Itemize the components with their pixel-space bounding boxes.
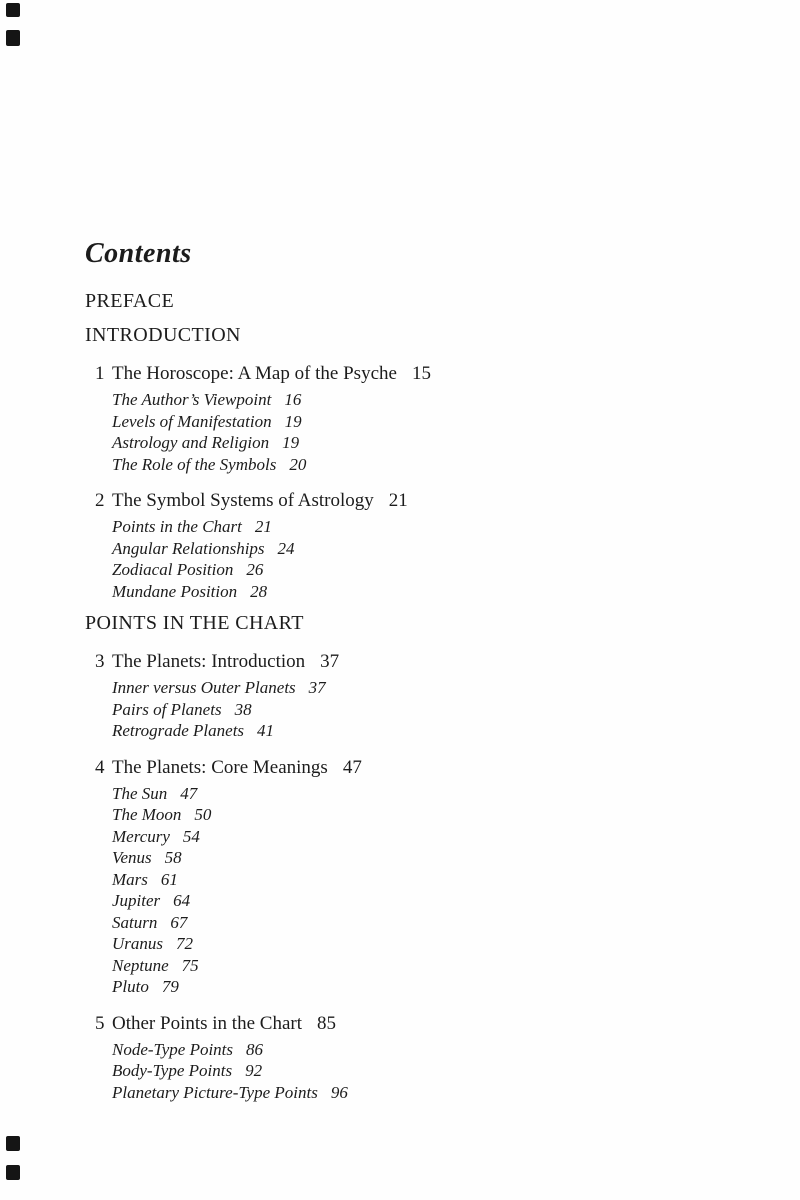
sub-title: Mars (112, 869, 148, 889)
toc-chapter-entry (85, 755, 725, 780)
chapter-number: 3 (95, 651, 105, 672)
scan-mark-icon (6, 1165, 20, 1180)
toc-section-heading: INTRODUCTION (85, 324, 241, 346)
sub-title: Jupiter (112, 891, 161, 910)
sub-page-number: 64 (173, 891, 191, 910)
sub-page-number: 26 (246, 560, 264, 579)
toc-sub-entry (85, 559, 725, 581)
chapter-title: The Planets: Core Meanings (112, 756, 328, 778)
sub-page-number: 75 (181, 955, 199, 975)
chapter-page-number: 37 (320, 651, 340, 672)
sub-title: Points in the Chart (112, 517, 242, 536)
toc-sub-entry (85, 976, 725, 998)
scan-mark-icon (6, 30, 20, 46)
sub-title: The Moon (112, 805, 182, 824)
sub-page-number: 19 (284, 411, 302, 431)
chapter-title: The Symbol Systems of Astrology (112, 490, 374, 511)
sub-title: Pairs of Planets (112, 699, 222, 719)
sub-title: Venus (112, 848, 152, 867)
sub-page-number: 38 (234, 699, 252, 719)
toc-sub-entry (85, 538, 725, 560)
toc-sub-entry (85, 890, 725, 912)
sub-page-number: 21 (254, 517, 272, 536)
sub-page-number: 92 (245, 1061, 263, 1080)
sub-page-number: 86 (246, 1039, 264, 1059)
sub-title: Zodiacal Position (112, 560, 234, 579)
chapter-title: The Horoscope: A Map of the Psyche (112, 363, 397, 384)
toc-sub-entry (85, 516, 725, 538)
sub-title: The Sun (112, 783, 168, 803)
chapter-page-number: 85 (316, 1012, 336, 1034)
sub-page-number: 19 (282, 433, 300, 452)
chapter-number: 5 (95, 1012, 105, 1034)
chapter-page-number: 21 (388, 490, 408, 511)
sub-page-number: 58 (164, 848, 182, 867)
toc-chapter-entry (85, 488, 725, 513)
toc-content (85, 236, 725, 1103)
toc-sub-entry (85, 912, 725, 934)
sub-page-number: 47 (180, 783, 198, 803)
toc-sub-entry (85, 847, 725, 869)
sub-page-number: 67 (170, 912, 188, 932)
sub-page-number: 20 (289, 454, 307, 474)
sub-page-number: 41 (257, 721, 275, 740)
sub-page-number: 37 (308, 678, 326, 697)
toc-section-heading: PREFACE (85, 290, 175, 312)
toc-sub-entry (85, 869, 725, 891)
page-title: Contents (85, 238, 192, 269)
toc-sub-entry (85, 783, 725, 805)
sub-title: The Role of the Symbols (112, 454, 277, 474)
chapter-title: The Planets: Introduction (112, 651, 306, 672)
toc-chapter-entry (85, 361, 725, 386)
sub-title: Levels of Manifestation (112, 411, 272, 431)
sub-page-number: 28 (250, 581, 268, 601)
chapter-number: 4 (95, 756, 105, 778)
toc-sub-entry (85, 677, 725, 699)
sub-title: Saturn (112, 912, 158, 932)
toc-list (85, 288, 725, 1103)
sub-title: Inner versus Outer Planets (112, 678, 296, 697)
toc-chapter-entry (85, 1011, 725, 1036)
sub-title: Mundane Position (112, 581, 238, 601)
sub-page-number: 24 (277, 538, 295, 558)
toc-sub-entry (85, 955, 725, 977)
toc-sub-entry (85, 720, 725, 742)
sub-title: Retrograde Planets (112, 721, 245, 740)
toc-sub-entry (85, 826, 725, 848)
scan-mark-icon (6, 1136, 20, 1151)
sub-page-number: 16 (284, 390, 302, 409)
sub-title: Pluto (112, 977, 149, 996)
sub-title: The Author’s Viewpoint (112, 390, 272, 409)
sub-title: Node-Type Points (112, 1039, 234, 1059)
toc-sub-entry (85, 411, 725, 433)
sub-title: Uranus (112, 934, 164, 953)
sub-page-number: 54 (182, 826, 200, 846)
sub-page-number: 50 (194, 805, 212, 824)
chapter-title: Other Points in the Chart (112, 1012, 302, 1034)
chapter-page-number: 47 (342, 756, 362, 778)
sub-title: Neptune (112, 955, 169, 975)
toc-sub-entry (85, 804, 725, 826)
toc-sub-entry (85, 389, 725, 411)
toc-sub-entry (85, 1060, 725, 1082)
toc-sub-entry (85, 699, 725, 721)
sub-title: Mercury (112, 826, 170, 846)
toc-chapter-entry (85, 649, 725, 674)
toc-sub-entry (85, 581, 725, 603)
sub-page-number: 79 (161, 977, 179, 996)
sub-page-number: 72 (176, 934, 194, 953)
sub-page-number: 61 (160, 869, 178, 889)
toc-section-heading: POINTS IN THE CHART (85, 612, 304, 634)
sub-page-number: 96 (330, 1082, 348, 1102)
toc-sub-entry (85, 1082, 725, 1104)
sub-title: Body-Type Points (112, 1061, 233, 1080)
toc-sub-entry (85, 454, 725, 476)
sub-title: Planetary Picture-Type Points (112, 1082, 318, 1102)
toc-sub-entry (85, 1039, 725, 1061)
toc-sub-entry (85, 432, 725, 454)
sub-title: Angular Relationships (112, 538, 265, 558)
toc-sub-entry (85, 933, 725, 955)
chapter-page-number: 15 (411, 363, 431, 384)
scan-mark-icon (6, 3, 20, 17)
sub-title: Astrology and Religion (112, 433, 270, 452)
chapter-number: 1 (95, 363, 105, 384)
chapter-number: 2 (95, 490, 105, 511)
